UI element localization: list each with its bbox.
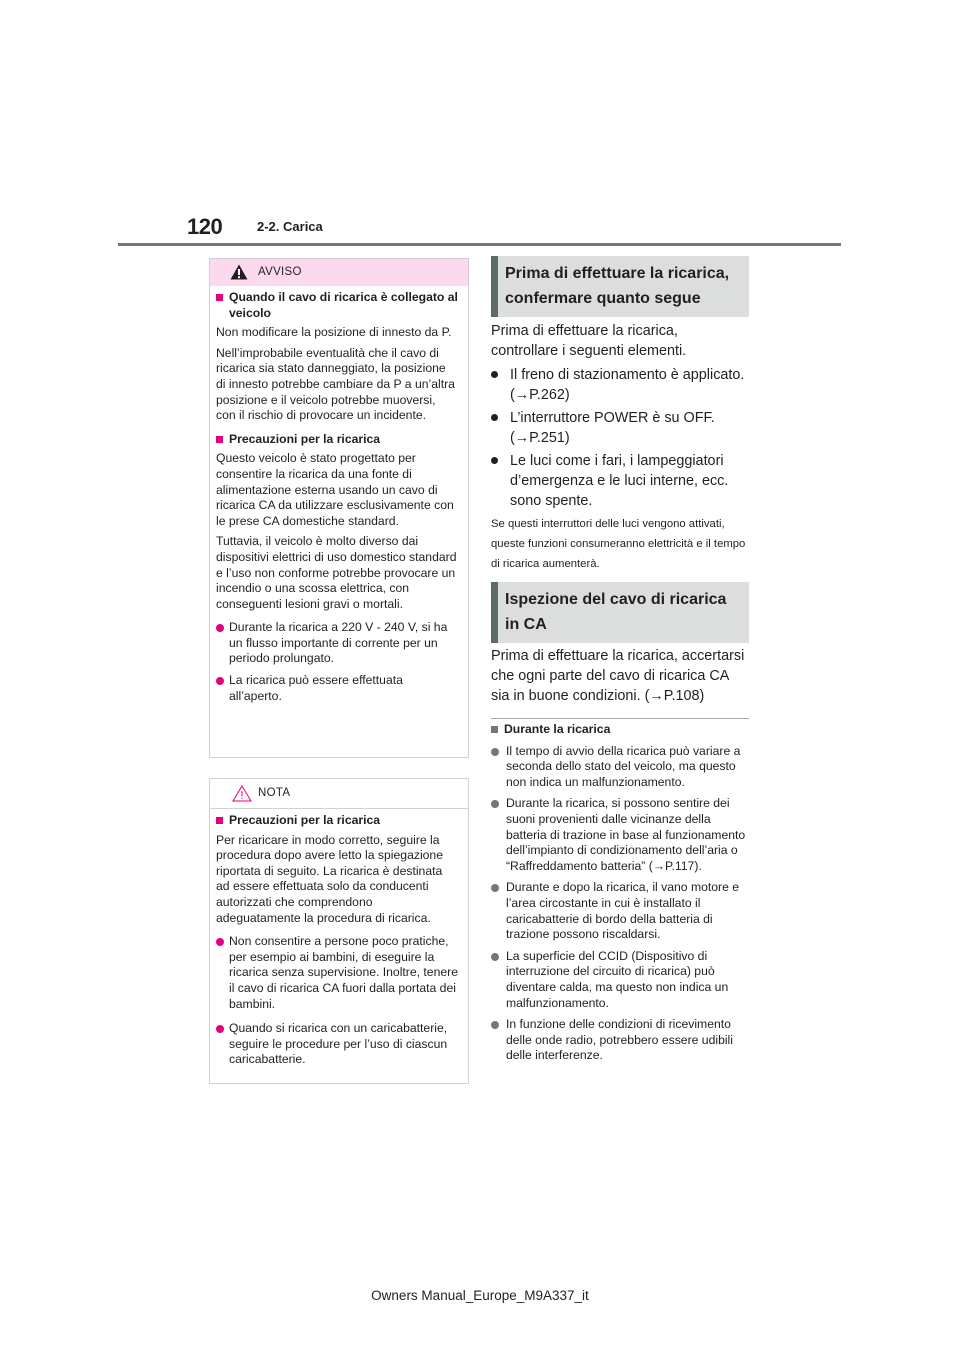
section-1-intro: Prima di effettuare la ricarica, controllare i seguenti elementi.	[491, 323, 687, 359]
section-title: 2-2. Carica	[257, 219, 323, 234]
round-bullet-icon	[491, 748, 499, 756]
warning-paragraph: Tuttavia, il veicolo è molto diverso dai dispositivi elettrici di uso domestico standard e l’uso non conforme potrebbe provocare un incendio o una scossa elettrica, con conseguenti lesioni gravi o mortali.	[216, 534, 457, 611]
section-1-note: Se questi interruttori delle luci vengono attivati, queste funzioni consumeranno elettricità e il tempo di ricarica aumenterà.	[491, 518, 746, 570]
round-bullet-icon	[491, 1021, 499, 1029]
footer-manual-id: Owners Manual_Europe_M9A337_it	[371, 1288, 589, 1303]
warning-paragraph: Non modificare la posizione di innesto da P.	[216, 325, 452, 340]
warning-subhead-2: Precauzioni per la ricarica	[216, 432, 458, 448]
warning-paragraph: Questo veicolo è stato progettato per consentire la ricarica da una fonte di alimentazione esterna usando un cavo di ricarica CA da utilizzare esclusivamente con le prese CA domestiche standard.	[216, 451, 454, 528]
round-bullet-icon	[491, 457, 498, 464]
warning-triangle-icon	[230, 264, 248, 285]
round-bullet-icon	[491, 414, 498, 421]
info-subhead: Durante la ricarica	[491, 722, 753, 738]
info-bullet: Durante e dopo la ricarica, il vano motore e l’area circostante in cui è installato il caricabatterie di bordo della batteria di trazione possono riscaldarsi.	[491, 880, 753, 942]
round-bullet-icon	[491, 800, 499, 808]
note-header	[210, 779, 468, 809]
note-paragraph: Per ricaricare in modo corretto, seguire la procedura dopo avere letto la spiegazione riportata di seguito. La ricarica è destinata ad essere effettuata solo da conducenti autorizzati che comprendono adeguatamente la procedura di ricarica.	[216, 832, 443, 925]
square-bullet-icon	[216, 294, 223, 301]
warning-bullet: Durante la ricarica a 220 V - 240 V, si ha un flusso importante di corrente per un periodo prolungato.	[216, 620, 458, 667]
round-bullet-icon	[216, 938, 224, 946]
warning-subhead-1: Quando il cavo di ricarica è collegato al veicolo	[216, 290, 458, 321]
info-bullet: Durante la ricarica, si possono sentire dei suoni provenienti dalle vicinanze della batteria di trazione in base al funzionamento dell’impianto di condizionamento dell’aria o “Raffreddamento batteria” (→P.117).	[491, 796, 753, 874]
square-bullet-icon	[491, 726, 498, 733]
note-bullet: Non consentire a persone poco pratiche, per esempio ai bambini, di eseguire la ricarica senza supervisione. Inoltre, tenere il cavo di ricarica CA fuori dalla portata dei bambini.	[216, 934, 458, 1012]
section-2-body: Prima di effettuare la ricarica, accertarsi che ogni parte del cavo di ricarica CA sia in buone condizioni. (→P.108)	[491, 648, 745, 704]
round-bullet-icon	[216, 677, 224, 685]
warning-paragraph: Nell’improbabile eventualità che il cavo di ricarica sia stato danneggiato, la posizione di innesto potrebbe cambiare da P a un’altra posizione e il veicolo potrebbe muoversi, con il rischio di provocare un incidente.	[216, 345, 455, 423]
warning-title: AVVISO	[258, 266, 302, 278]
divider	[491, 718, 749, 719]
square-bullet-icon	[216, 436, 223, 443]
section-heading-2: Ispezione del cavo di ricarica in CA	[491, 582, 749, 643]
note-bullet: Quando si ricarica con un caricabatterie, seguire le procedure per l’uso di ciascun caricabatterie.	[216, 1021, 458, 1068]
section-1-body	[491, 321, 749, 578]
square-bullet-icon	[216, 817, 223, 824]
note-box	[209, 778, 469, 1084]
info-bullet: Il tempo di avvio della ricarica può variare a seconda dello stato del veicolo, ma questo non indica un malfunzionamento.	[491, 744, 753, 791]
info-list	[491, 722, 753, 1070]
header-rule	[118, 243, 841, 246]
info-bullet: La superficie del CCID (Dispositivo di interruzione del circuito di ricarica) può diventare calda, ma questo non indica un malfunzionamento.	[491, 949, 753, 1011]
section-1-bullet: Le luci come i fari, i lampeggiatori d’emergenza e le luci interne, ecc. sono spente.	[491, 451, 749, 511]
round-bullet-icon	[491, 953, 499, 961]
page-number: 120	[187, 214, 223, 239]
round-bullet-icon	[491, 371, 498, 378]
round-bullet-icon	[491, 884, 499, 892]
warning-header	[210, 259, 468, 286]
section-heading-1: Prima di effettuare la ricarica, confermare quanto segue	[491, 256, 749, 317]
caution-outline-icon	[232, 785, 252, 807]
round-bullet-icon	[216, 624, 224, 632]
warning-bullet: La ricarica può essere effettuata all’aperto.	[216, 673, 458, 704]
note-title: NOTA	[258, 787, 291, 799]
round-bullet-icon	[216, 1025, 224, 1033]
warning-box	[209, 258, 469, 758]
section-1-bullet: L’interruttore POWER è su OFF. (→P.251)	[491, 408, 749, 448]
info-bullet: In funzione delle condizioni di ricevimento delle onde radio, potrebbero essere udibili delle interferenze.	[491, 1017, 753, 1064]
note-subhead: Precauzioni per la ricarica	[216, 813, 458, 829]
section-1-bullet: Il freno di stazionamento è applicato. (→P.262)	[491, 365, 749, 405]
